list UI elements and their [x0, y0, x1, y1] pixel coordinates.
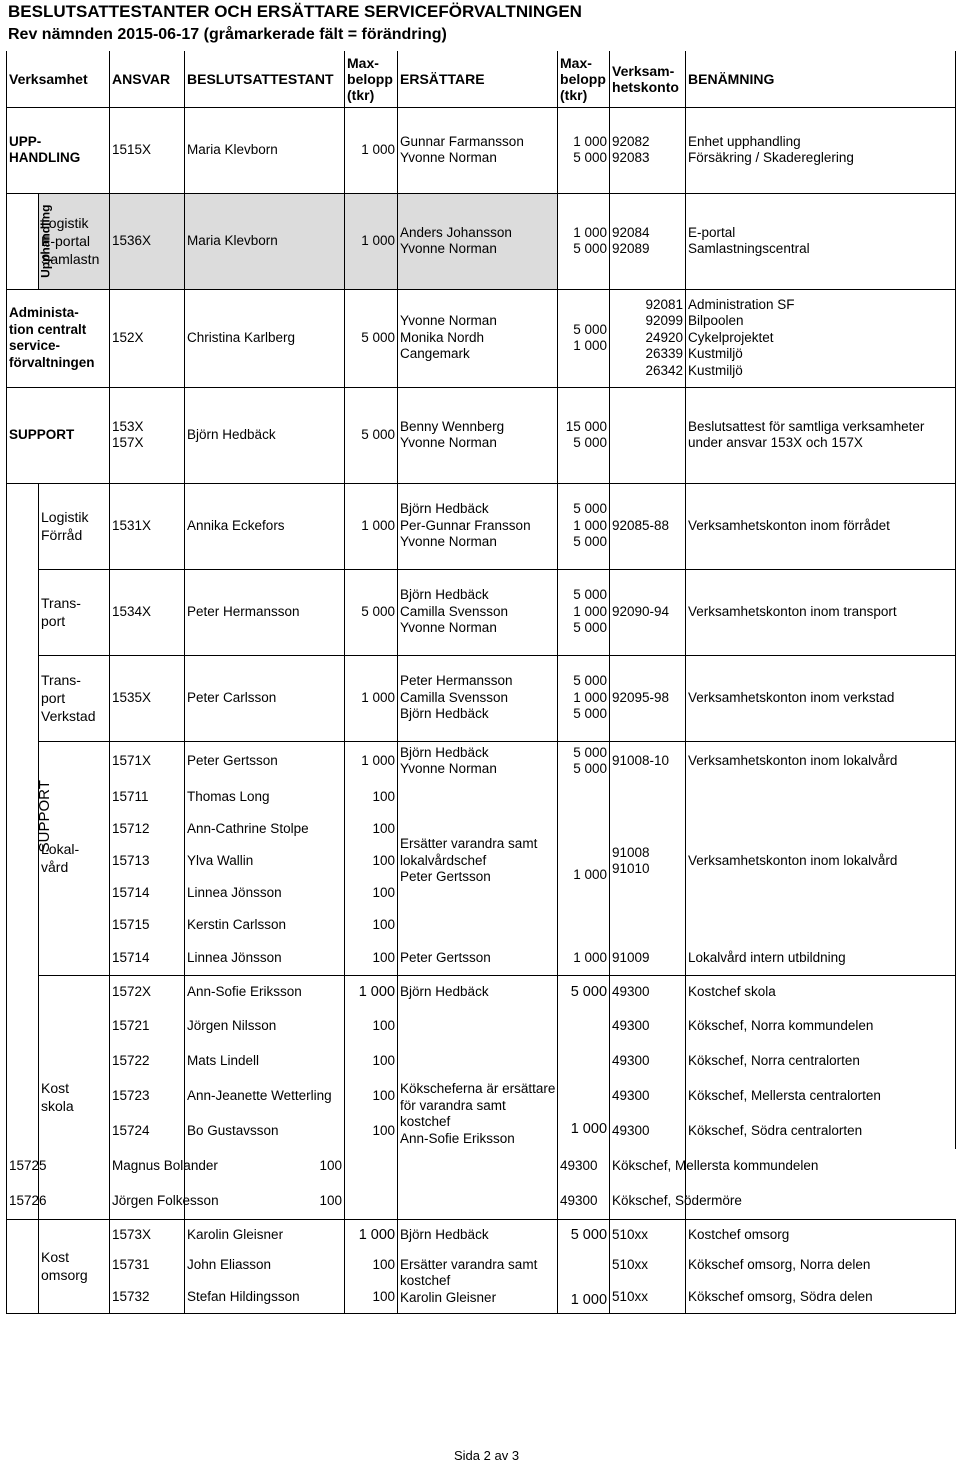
ansvar-cell: 15723: [110, 1079, 185, 1114]
attestant-cell: Ann-Sofie Eriksson: [185, 975, 345, 1009]
table-row: [7, 1250, 956, 1281]
table-row: [7, 813, 956, 845]
benamning-cell: Verksamhetskonton inom verkstad: [686, 655, 956, 741]
ersattare-cell-group: Ersätter varandra samt lokalvårdschef Peter Gertsson: [398, 813, 558, 909]
header-maxbelopp: Max- belopp (tkr): [345, 51, 398, 107]
ansvar-cell: 1534X: [110, 569, 185, 655]
benamning-cell: Kökschef omsorg, Södra delen: [686, 1281, 956, 1313]
max-cell: 5 000: [345, 289, 398, 387]
konto-cell: 49300: [558, 1184, 610, 1219]
benamning-cell: Verksamhetskonton inom lokalvård: [686, 741, 956, 781]
max-ersattare-cell: 5 000 1 000 5 000: [558, 655, 610, 741]
page-title: BESLUTSATTESTANTER OCH ERSÄTTARE SERVICEFÖRVALTNINGEN: [8, 2, 582, 21]
page-footer: Sida 2 av 3: [454, 1448, 520, 1463]
header-benamning: BENÄMNING: [686, 51, 956, 107]
table-row: [7, 483, 956, 569]
max-cell: 5 000: [345, 387, 398, 483]
table-row: [7, 1079, 956, 1114]
attestant-cell: Linnea Jönsson: [185, 941, 345, 975]
max-cell: 1 000: [345, 193, 398, 289]
max-ersattare-cell: 15 000 5 000: [558, 387, 610, 483]
konto-cell: 510xx: [610, 1250, 686, 1281]
attestant-cell: Kerstin Carlsson: [185, 909, 345, 941]
table-row: [7, 1044, 956, 1079]
attestant-cell: Maria Klevborn: [185, 107, 345, 193]
ansvar-cell: 15725: [7, 1149, 39, 1184]
attestant-cell: Ylva Wallin: [185, 845, 345, 877]
ansvar-cell: 15714: [110, 941, 185, 975]
attestant-cell: Mats Lindell: [185, 1044, 345, 1079]
konto-cell: 92095-98: [610, 655, 686, 741]
verksamhet-cell-kostskola: Kost skola: [39, 975, 110, 1219]
ersattare-cell: Gunnar Farmansson Yvonne Norman: [398, 107, 558, 193]
benamning-cell: Kökschef, Norra kommundelen: [686, 1009, 956, 1044]
konto-cell: 49300: [610, 975, 686, 1009]
ansvar-cell: 15731: [110, 1250, 185, 1281]
ersattare-cell: Anders Johansson Yvonne Norman: [398, 193, 558, 289]
benamning-cell: Kökschef, Mellersta kommundelen: [610, 1149, 686, 1184]
table-row: [7, 781, 956, 813]
ansvar-cell: 1573X: [110, 1219, 185, 1250]
attestant-cell: Jörgen Nilsson: [185, 1009, 345, 1044]
ersattare-cell: Peter Hermansson Camilla Svensson Björn Hedbäck: [398, 655, 558, 741]
verksamhet-cell: SUPPORT: [7, 387, 110, 483]
table-row: [7, 289, 956, 387]
max-ersattare-cell-group: 1 000: [558, 813, 610, 909]
ansvar-cell: 15713: [110, 845, 185, 877]
attestant-cell: Peter Gertsson: [185, 741, 345, 781]
konto-cell: 92090-94: [610, 569, 686, 655]
table-row: [7, 975, 956, 1009]
konto-cell: 49300: [610, 1044, 686, 1079]
konto-cell: 49300: [610, 1009, 686, 1044]
table-row: [7, 387, 956, 483]
max-ersattare-cell: 1 000: [558, 941, 610, 975]
max-cell: 100: [345, 909, 398, 941]
table-row: [7, 1009, 956, 1044]
konto-cell: 91009: [610, 941, 686, 975]
verksamhet-cell: Trans- port Verkstad: [39, 655, 110, 741]
attestant-cell: Linnea Jönsson: [185, 877, 345, 909]
benamning-cell: Kostchef skola: [686, 975, 956, 1009]
max-cell: 100: [345, 1044, 398, 1079]
benamning-cell: Kökschef, Södermöre: [610, 1184, 686, 1219]
ansvar-cell: 15712: [110, 813, 185, 845]
table-row: [7, 741, 956, 781]
ansvar-cell: 15715: [110, 909, 185, 941]
max-cell: 100: [345, 1009, 398, 1044]
max-cell: 1 000: [345, 655, 398, 741]
ansvar-cell: 1571X: [110, 741, 185, 781]
benamning-cell: Kökschef, Södra centralorten: [686, 1114, 956, 1149]
max-ersattare-cell: 1 000 5 000: [558, 107, 610, 193]
attestant-cell: Jörgen Folkesson: [110, 1184, 185, 1219]
max-cell: 100: [345, 845, 398, 877]
ansvar-cell: 1535X: [110, 655, 185, 741]
max-ersattare-cell: 5 000: [558, 1219, 610, 1250]
max-ersattare-cell: 5 000: [558, 975, 610, 1009]
ansvar-cell: 15721: [110, 1009, 185, 1044]
attestant-cell: Peter Hermansson: [185, 569, 345, 655]
header-maxbelopp-ersattare: Max- belopp (tkr): [558, 51, 610, 107]
table-row: [7, 569, 956, 655]
table-row: [7, 1184, 956, 1219]
attestant-cell: John Eliasson: [185, 1250, 345, 1281]
ersattare-cell: Björn Hedbäck: [398, 1219, 558, 1250]
ansvar-cell: 1572X: [110, 975, 185, 1009]
attestant-cell: Stefan Hildingsson: [185, 1281, 345, 1313]
header-beslutsattestant: BESLUTSATTESTANT: [185, 51, 345, 107]
ansvar-cell: 15714: [110, 877, 185, 909]
ansvar-cell: 1536X: [110, 193, 185, 289]
max-cell: 100: [345, 877, 398, 909]
benamning-cell: Beslutsattest för samtliga verksamheter under ansvar 153X och 157X: [686, 387, 956, 483]
benamning-cell: Kostchef omsorg: [686, 1219, 956, 1250]
benamning-cell-group: Verksamhetskonton inom lokalvård: [686, 813, 956, 909]
ansvar-cell: 153X 157X: [110, 387, 185, 483]
attestant-cell: Björn Hedbäck: [185, 387, 345, 483]
header-ansvar: ANSVAR: [110, 51, 185, 107]
ersattare-cell: Benny Wennberg Yvonne Norman: [398, 387, 558, 483]
max-cell: 100: [345, 1079, 398, 1114]
konto-cell-group: 91008 91010: [610, 813, 686, 909]
benamning-cell: Lokalvård intern utbildning: [686, 941, 956, 975]
verksamhet-cell: Administa- tion centralt service- förvaltningen: [7, 289, 110, 387]
attestant-cell: Maria Klevborn: [185, 193, 345, 289]
max-cell: 100: [345, 941, 398, 975]
ersattare-cell-group: Ersätter varandra samt kostchef Karolin Gleisner: [398, 1250, 558, 1313]
konto-cell: 510xx: [610, 1281, 686, 1313]
table-row: [7, 107, 956, 193]
attestant-cell: Peter Carlsson: [185, 655, 345, 741]
max-cell: 1 000: [345, 1219, 398, 1250]
page-subtitle: Rev nämnden 2015-06-17 (gråmarkerade fält = förändring): [8, 26, 447, 43]
benamning-cell: Kökschef omsorg, Norra delen: [686, 1250, 956, 1281]
max-cell: 100: [345, 781, 398, 813]
verksamhet-cell: UPP- HANDLING: [7, 107, 110, 193]
attestant-cell: Magnus Bolander: [110, 1149, 185, 1184]
konto-cell: 92084 92089: [610, 193, 686, 289]
table-row: [7, 1149, 956, 1184]
max-cell: 100: [345, 1281, 398, 1313]
verksamhet-cell: Logistik Förråd: [39, 483, 110, 569]
table-row: [7, 941, 956, 975]
benamning-cell: Administration SF Bilpoolen Cykelprojektet Kustmiljö Kustmiljö: [686, 289, 956, 387]
benamning-cell: Kökschef, Norra centralorten: [686, 1044, 956, 1079]
max-cell: 100: [345, 813, 398, 845]
ersattare-cell: Björn Hedbäck Camilla Svensson Yvonne Norman: [398, 569, 558, 655]
ansvar-cell: 152X: [110, 289, 185, 387]
max-ersattare-cell-group: 1 000: [558, 1250, 610, 1313]
konto-cell: [610, 387, 686, 483]
max-cell: 1 000: [345, 975, 398, 1009]
max-cell: 5 000: [345, 569, 398, 655]
max-cell: 1 000: [345, 107, 398, 193]
attestant-cell: Ann-Cathrine Stolpe: [185, 813, 345, 845]
benamning-cell: E-portal Samlastningscentral: [686, 193, 956, 289]
attestant-cell: Karolin Gleisner: [185, 1219, 345, 1250]
ersattare-cell: Björn Hedbäck Yvonne Norman: [398, 741, 558, 781]
header-ersattare: ERSÄTTARE: [398, 51, 558, 107]
konto-cell: 49300: [610, 1079, 686, 1114]
table-row: [7, 1219, 956, 1250]
max-cell: 100: [185, 1184, 345, 1219]
konto-cell: 92085-88: [610, 483, 686, 569]
konto-cell: 92082 92083: [610, 107, 686, 193]
konto-cell: 49300: [558, 1149, 610, 1184]
max-ersattare-cell: 5 000 5 000: [558, 741, 610, 781]
table-row: [7, 655, 956, 741]
table-header: [7, 51, 956, 107]
max-cell: 1 000: [345, 741, 398, 781]
ersattare-cell: Peter Gertsson: [398, 941, 558, 975]
ansvar-cell: 15722: [110, 1044, 185, 1079]
attestant-cell: Ann-Jeanette Wetterling: [185, 1079, 345, 1114]
attestant-cell: Annika Eckefors: [185, 483, 345, 569]
header-verksamhetskonto: Verksam- hetskonto: [610, 51, 686, 107]
konto-cell: 91008-10: [610, 741, 686, 781]
ansvar-cell: 15724: [110, 1114, 185, 1149]
verksamhet-cell: Trans- port: [39, 569, 110, 655]
max-cell: 100: [345, 1114, 398, 1149]
ansvar-cell: 15732: [110, 1281, 185, 1313]
attestant-cell: Christina Karlberg: [185, 289, 345, 387]
verksamhet-cell-lokalvard: Lokal- vård: [39, 741, 110, 975]
ansvar-cell: 15726: [7, 1184, 39, 1219]
ersattare-cell-group: Kökscheferna är ersättare för varandra samt kostchef Ann-Sofie Eriksson: [398, 1079, 558, 1149]
benamning-cell: Verksamhetskonton inom transport: [686, 569, 956, 655]
max-cell: 100: [345, 1250, 398, 1281]
benamning-cell: Enhet upphandling Försäkring / Skadereglering: [686, 107, 956, 193]
attestant-table: [6, 51, 956, 1314]
section-label-support: SUPPORT: [7, 483, 39, 1149]
max-cell: 100: [185, 1149, 345, 1184]
ansvar-cell: 1531X: [110, 483, 185, 569]
konto-cell: 510xx: [610, 1219, 686, 1250]
verksamhet-cell: Logistik E-portal Samlastn: [39, 193, 110, 289]
attestant-cell: Bo Gustavsson: [185, 1114, 345, 1149]
max-ersattare-cell: 5 000 1 000: [558, 289, 610, 387]
ansvar-cell: 1515X: [110, 107, 185, 193]
konto-cell: 92081 92099 24920 26339 26342: [610, 289, 686, 387]
konto-cell: 49300: [610, 1114, 686, 1149]
benamning-cell: Kökschef, Mellersta centralorten: [686, 1079, 956, 1114]
header-verksamhet: Verksamhet: [7, 51, 110, 107]
max-ersattare-cell: 1 000 5 000: [558, 193, 610, 289]
section-label-upphandling: Upphandling: [7, 193, 39, 289]
attestant-cell: Thomas Long: [185, 781, 345, 813]
table-row: [7, 193, 956, 289]
ersattare-cell: Björn Hedbäck Per-Gunnar Fransson Yvonne Norman: [398, 483, 558, 569]
verksamhet-cell-kostomsorg: Kost omsorg: [39, 1219, 110, 1313]
ersattare-cell: Yvonne Norman Monika Nordh Cangemark: [398, 289, 558, 387]
max-ersattare-cell: 5 000 1 000 5 000: [558, 483, 610, 569]
max-cell: 1 000: [345, 483, 398, 569]
table-row: [7, 909, 956, 941]
benamning-cell: Verksamhetskonton inom förrådet: [686, 483, 956, 569]
ansvar-cell: 15711: [110, 781, 185, 813]
max-ersattare-cell-group: 1 000: [558, 1079, 610, 1149]
max-ersattare-cell: 5 000 1 000 5 000: [558, 569, 610, 655]
ersattare-cell: Björn Hedbäck: [398, 975, 558, 1009]
